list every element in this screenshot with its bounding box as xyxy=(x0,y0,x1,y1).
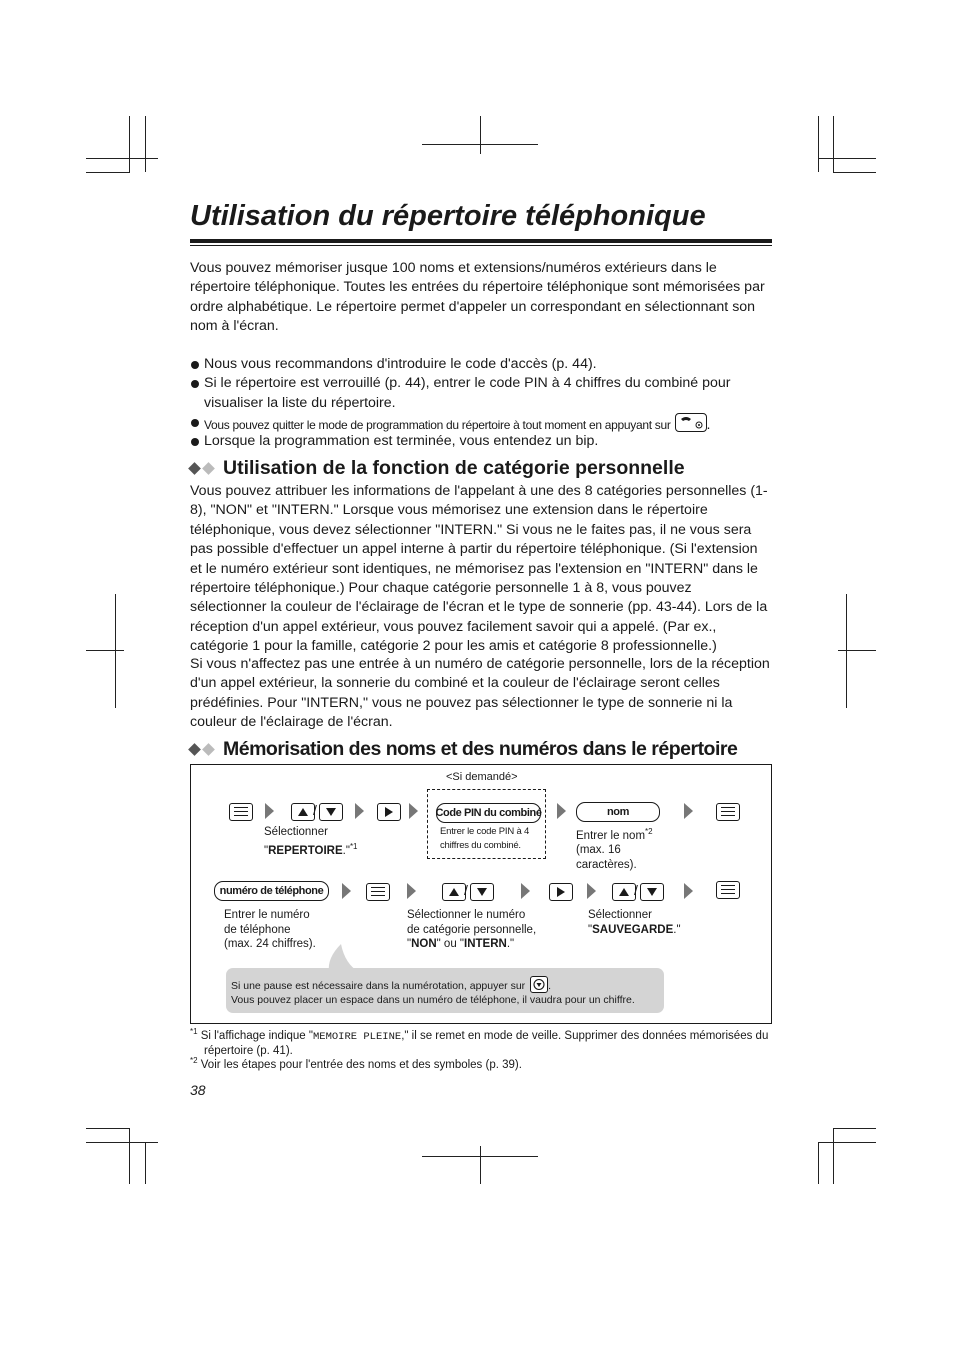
crop-mark xyxy=(833,1128,876,1129)
flow-arrow-icon xyxy=(557,803,566,819)
crop-mark xyxy=(818,116,819,172)
pin-note: Entrer le code PIN à 4 xyxy=(440,826,530,837)
crop-mark xyxy=(480,1146,481,1184)
name-input-pill: nom xyxy=(576,802,660,822)
flow-arrow-icon xyxy=(521,883,530,899)
flow-arrow-icon xyxy=(342,883,351,899)
flow-arrow-icon xyxy=(684,803,693,819)
crop-mark xyxy=(86,650,124,651)
title-rule xyxy=(190,239,772,243)
bullet-item: Vous pouvez quitter le mode de programmation du répertoire à tout moment en appuyant sur . xyxy=(190,413,772,432)
crop-mark xyxy=(818,1142,819,1184)
crop-mark xyxy=(145,1142,146,1184)
intro-paragraph: Vous pouvez mémoriser jusque 100 noms et extensions/numéros extérieurs dans le répertoire téléphonique. Toutes les entrées du répertoire téléphonique sont mémorisées par ordre alphabétique. Le répertoire permet d'appeler un correspondant en sélectionnant son nom à l'écran. xyxy=(190,260,765,335)
crop-mark xyxy=(833,172,876,173)
page-title: Utilisation du répertoire téléphonique xyxy=(190,200,706,232)
pause-key-icon xyxy=(530,976,548,993)
menu-key-icon xyxy=(366,883,390,901)
section-heading-category: Utilisation de la fonction de catégorie personnelle xyxy=(190,457,685,480)
crop-mark xyxy=(833,1128,834,1184)
phone-number-input-pill: numéro de téléphone xyxy=(214,881,329,901)
step-label-enter-name: Entrer le nom$^{*2}$ (max. 16 caractères). xyxy=(576,827,653,871)
menu-key-icon xyxy=(716,881,740,899)
bullet-item: Si le répertoire est verrouillé (p. 44), entrer le code PIN à 4 chiffres du combiné pour visualiser la liste du répertoire. xyxy=(190,374,772,413)
off-key-icon xyxy=(675,413,707,432)
crop-mark xyxy=(86,1142,158,1143)
crop-mark xyxy=(818,158,876,159)
footnote-1: $^{*1}$ Si l'affichage indique "MEMOIRE PLEINE," il se remet en mode de veille. Supprimer des données mémorisées du répertoire (p. 41). xyxy=(190,1027,769,1058)
crop-mark xyxy=(86,1128,130,1129)
title-rule-thin xyxy=(190,245,772,246)
flow-arrow-icon xyxy=(265,803,274,819)
bullet-list xyxy=(190,355,772,452)
menu-key-icon xyxy=(716,803,740,821)
category-paragraph-1: Vous pouvez attribuer les informations de l'appelant à une des 8 catégories personnelles (1-8), "NON" et "INTERN." Lorsque vous mémorisez une extension dans le répertoire téléphonique, vous devez sélectionner "INTERN." Si vous ne le faites pas, il ne vous sera pas possible d'effectuer un appel interne à partir du répertoire téléphonique. (Si l'extension et le numéro extérieur sont identiques, ne mémorisez pas l'extension en "INTERN" dans le répertoire téléphonique.) Pour chaque catégorie personnelle 1 à 8, vous pouvez sélectionner la couleur de l'éclairage de l'écran et le type de sonnerie (pp. 43-44). Lors de la réception d'un appel extérieur, vous pouvez facilement savoir qui a appelé. (Par ex., catégorie 1 pour la famille, catégorie 2 pour les amis et catégorie 8 professionnelle.) xyxy=(190,483,768,655)
down-key-icon xyxy=(640,883,664,901)
page-number: 38 xyxy=(190,1082,206,1098)
optional-label: <Si demandé> xyxy=(446,771,518,783)
flow-arrow-icon xyxy=(684,883,693,899)
up-key-icon xyxy=(612,883,636,901)
flow-arrow-icon xyxy=(355,803,364,819)
crop-mark xyxy=(115,594,116,708)
right-key-icon xyxy=(549,883,573,901)
pin-input-pill: Code PIN du combiné xyxy=(436,803,541,823)
bullet-item: Lorsque la programmation est terminée, vous entendez un bip. xyxy=(190,432,772,451)
crop-mark xyxy=(818,1142,876,1143)
bullet-text: Vous pouvez quitter le mode de programmation du répertoire à tout moment en appuyant sur xyxy=(204,418,671,433)
flow-arrow-icon xyxy=(407,883,416,899)
diamond-icon xyxy=(202,743,215,756)
footnote-2: $^{*2}$ Voir les étapes pour l'entrée des noms et des symboles (p. 39). xyxy=(190,1056,522,1071)
crop-mark xyxy=(129,116,130,172)
step-label-save: Sélectionner "SAUVEGARDE." xyxy=(588,909,681,936)
diamond-icon xyxy=(188,743,201,756)
crop-mark xyxy=(833,116,834,172)
crop-mark xyxy=(86,172,130,173)
flow-arrow-icon xyxy=(587,883,596,899)
pause-callout: Si une pause est nécessaire dans la numérotation, appuyer sur . Vous pouvez placer un espace dans un numéro de téléphone, il vaudra pour un chiffre. xyxy=(226,968,664,1013)
crop-mark xyxy=(129,1128,130,1184)
menu-key-icon xyxy=(229,803,253,821)
step-label-select-category: Sélectionner le numéro de catégorie personnelle, "NON" ou "INTERN." xyxy=(407,909,537,950)
section-heading-storing: Mémorisation des noms et des numéros dans le répertoire xyxy=(190,738,737,761)
step-label-enter-number: Entrer le numéro de téléphone (max. 24 chiffres). xyxy=(224,909,316,950)
key-separator: / xyxy=(464,882,468,898)
category-paragraph-2: Si vous n'affectez pas une entrée à un numéro de catégorie personnelle, lors de la réception d'un appel extérieur, la sonnerie du combiné et la couleur de l'éclairage seront celles prédéfinies. Pour "INTERN," vous ne pouvez pas sélectionner le type de sonnerie ni la couleur de l'éclairage de l'écran. xyxy=(190,656,770,731)
up-key-icon xyxy=(442,883,466,901)
crop-mark xyxy=(86,158,158,159)
key-separator: / xyxy=(634,882,638,898)
crop-mark xyxy=(145,116,146,172)
crop-mark xyxy=(838,650,876,651)
bullet-item: Nous vous recommandons d'introduire le code d'accès (p. 44). xyxy=(190,355,772,374)
up-key-icon xyxy=(291,803,315,821)
right-key-icon xyxy=(377,803,401,821)
crop-mark xyxy=(480,116,481,154)
diamond-icon xyxy=(188,462,201,475)
down-key-icon xyxy=(319,803,343,821)
diamond-icon xyxy=(202,462,215,475)
pin-note: chiffres du combiné. xyxy=(440,840,521,851)
down-key-icon xyxy=(470,883,494,901)
step-label-select-directory: Sélectionner "REPERTOIRE."$^{*1}$ xyxy=(264,826,358,857)
crop-mark xyxy=(846,594,847,708)
key-separator: / xyxy=(313,802,317,818)
flow-arrow-icon xyxy=(409,803,418,819)
